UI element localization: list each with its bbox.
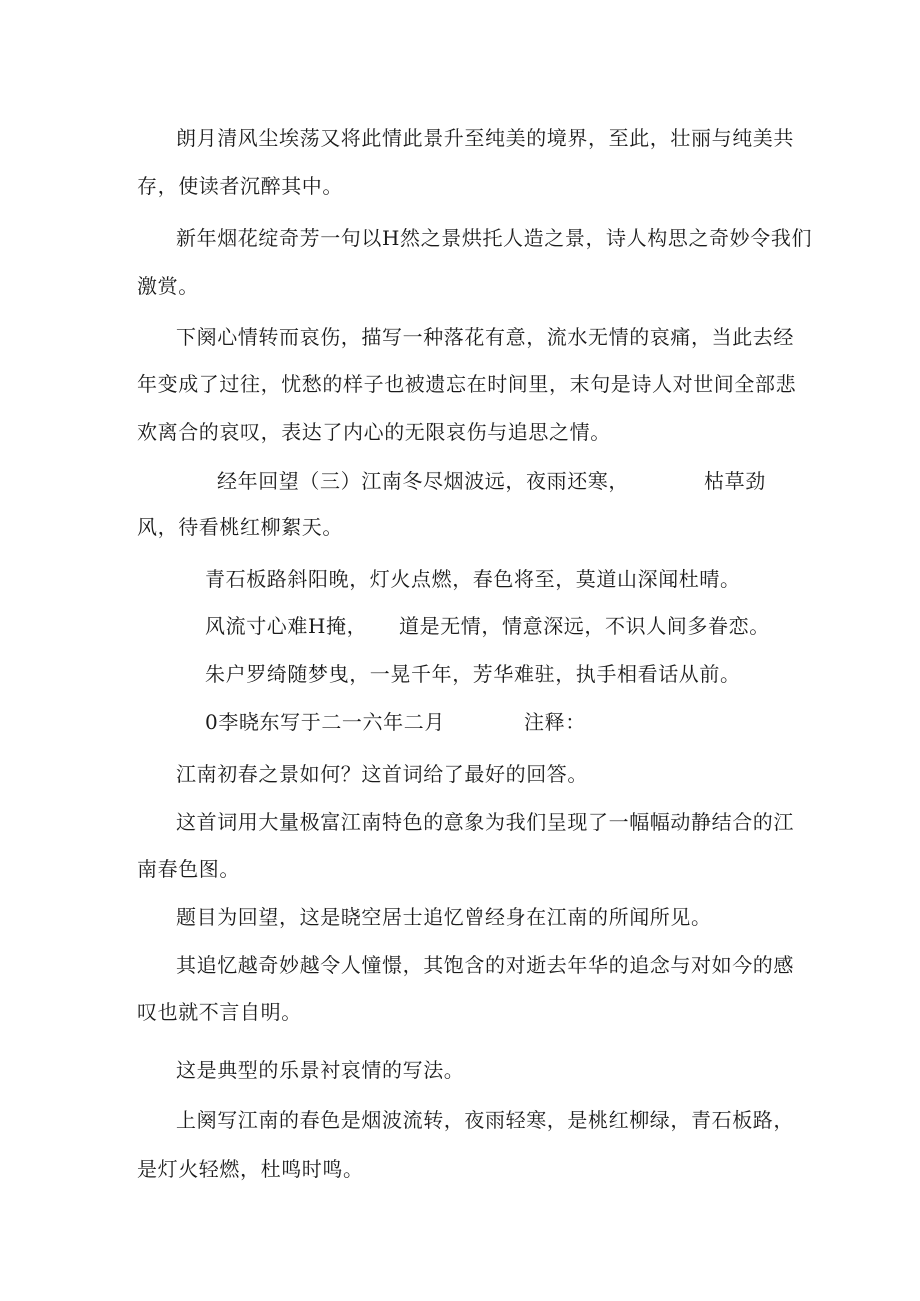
paragraph-1-line-1: 朗月清风尘埃荡又将此情此景升至纯美的境界，至此，壮丽与纯美共 <box>176 126 794 150</box>
poem-title-line-1b: 枯草劲 <box>704 469 766 493</box>
poem-line-2b: 道是无情，情意深远，不识人间多眷恋。 <box>399 614 770 638</box>
commentary-6-line-2: 是灯火轻燃，杜鸣时鸣。 <box>137 1157 364 1181</box>
poem-line-1: 青石板路斜阳晚，灯火点燃，春色将至，莫道山深闻杜晴。 <box>205 567 741 591</box>
poem-line-2a: 风流寸心难H掩， <box>205 614 368 638</box>
commentary-1: 江南初春之景如何？这首词给了最好的回答。 <box>176 762 588 786</box>
poem-line-3: 朱户罗绮随梦曳，一晃千年，芳华难驻，执手相看话从前。 <box>205 662 741 686</box>
poem-title-line-2: 风，待看桃红柳絮天。 <box>137 515 343 539</box>
poem-title-line-1a: 经年回望（三）江南冬尽烟波远，夜雨还寒， <box>217 469 629 493</box>
commentary-4-line-1: 其追忆越奇妙越令人憧憬，其饱含的对逝去年华的追念与对如今的感 <box>176 953 794 977</box>
commentary-5: 这是典型的乐景衬哀情的写法。 <box>176 1058 465 1082</box>
paragraph-2-line-2: 激赏。 <box>137 274 199 298</box>
paragraph-3-line-1: 下阕心情转而哀伤，描写一种落花有意，流水无情的哀痛，当此去经 <box>176 325 794 349</box>
paragraph-1-line-2: 存，使读者沉醉其中。 <box>137 174 343 198</box>
commentary-3: 题目为回望，这是晓空居士追忆曾经身在江南的所闻所见。 <box>176 905 712 929</box>
notes-heading: 注释： <box>524 710 586 734</box>
paragraph-3-line-3: 欢离合的哀叹，表达了内心的无限哀伤与追思之情。 <box>137 420 611 444</box>
commentary-6-line-1: 上阕写江南的春色是烟波流转，夜雨轻寒，是桃红柳绿，青石板路， <box>176 1108 794 1132</box>
commentary-2-line-2: 南春色图。 <box>137 857 240 881</box>
commentary-2-line-1: 这首词用大量极富江南特色的意象为我们呈现了一幅幅动静结合的江 <box>176 810 794 834</box>
signature-line: 0李晓东写于二一六年二月 <box>205 710 445 734</box>
paragraph-3-line-2: 年变成了过往，忧愁的样子也被遗忘在时间里，末句是诗人对世间全部悲 <box>137 372 797 396</box>
paragraph-2-line-1: 新年烟花绽奇芳一句以H然之景烘托人造之景，诗人构思之奇妙令我们 <box>176 226 813 250</box>
commentary-4-line-2: 叹也就不言自明。 <box>137 1000 302 1024</box>
